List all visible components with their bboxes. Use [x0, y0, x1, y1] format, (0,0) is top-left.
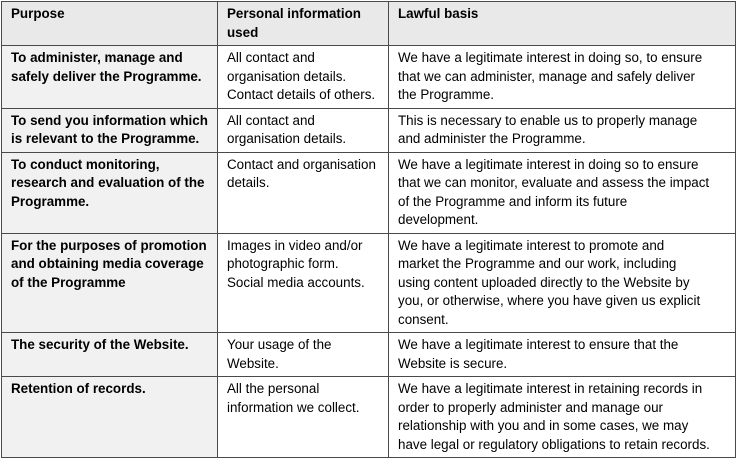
lawful-basis-cell: [389, 108, 736, 152]
header-lawful-basis-text: Lawful basis: [398, 6, 479, 21]
table-row: [2, 152, 736, 233]
basis-line: This is necessary to enable us to properly manage: [398, 112, 698, 128]
purpose-line: research and evaluation of the: [11, 175, 205, 190]
basis-line: of the Programme and inform its future: [398, 193, 628, 209]
info-line: organisation details.: [227, 131, 347, 146]
info-line: All contact and: [227, 112, 315, 128]
purpose-line: safely deliver the Programme.: [11, 68, 202, 84]
basis-line: We have a legitimate interest in doing so to ensure: [398, 156, 699, 172]
purpose-line: is relevant to the Programme.: [11, 131, 200, 146]
basis-line: Website is secure.: [398, 355, 508, 371]
table-row: [2, 377, 736, 458]
purpose-line: The security of the Website.: [11, 337, 189, 352]
purpose-cell: [2, 152, 218, 233]
basis-line: order to properly administer and manage our: [398, 399, 663, 415]
header-purpose: [2, 2, 218, 46]
purpose-cell: [2, 333, 218, 377]
personal-info-cell: [218, 333, 389, 377]
purpose-line: For the purposes of promotion: [11, 237, 207, 253]
basis-line: relationship with you and in some cases, we may: [398, 418, 689, 433]
info-line: information we collect.: [227, 399, 360, 415]
personal-info-cell: [218, 108, 389, 152]
info-line: All contact and: [227, 50, 315, 65]
basis-line: development.: [398, 212, 479, 227]
basis-line: consent.: [398, 311, 449, 327]
basis-line: that we can administer, manage and safely deliver: [398, 68, 695, 84]
purpose-line: To conduct monitoring,: [11, 156, 160, 172]
lawful-basis-cell: [389, 333, 736, 377]
info-line: Contact details of others.: [227, 87, 376, 102]
purpose-line: Programme.: [11, 193, 90, 209]
purpose-cell: [2, 108, 218, 152]
info-line: Images in video and/or: [227, 237, 363, 253]
lawful-basis-cell: [389, 377, 736, 458]
info-line: All the personal: [227, 381, 320, 396]
info-line: Social media accounts.: [227, 274, 365, 290]
lawful-basis-cell: [389, 233, 736, 333]
info-line: Your usage of the: [227, 337, 332, 352]
basis-line: have legal or regulatory obligations to retain records.: [398, 436, 710, 452]
personal-info-cell: [218, 46, 389, 109]
info-line: photographic form.: [227, 256, 339, 271]
basis-line: We have a legitimate interest to promote and: [398, 237, 665, 253]
basis-line: We have a legitimate interest in doing so, to ensure: [398, 50, 703, 65]
header-personal-information-line: Personal information: [227, 6, 361, 21]
purpose-line: and obtaining media coverage: [11, 256, 204, 271]
header-row: [2, 2, 736, 46]
personal-info-cell: [218, 377, 389, 458]
info-line: Website.: [227, 355, 279, 371]
purpose-cell: [2, 377, 218, 458]
purpose-cell: [2, 233, 218, 333]
lawful-basis-cell: [389, 152, 736, 233]
header-personal-information-line: used: [227, 24, 259, 40]
basis-line: that we can monitor, evaluate and assess the impact: [398, 175, 710, 190]
info-line: organisation details.: [227, 68, 347, 84]
basis-line: We have a legitimate interest to ensure that the: [398, 337, 679, 352]
lawful-basis-cell: [389, 46, 736, 109]
purpose-line: Retention of records.: [11, 381, 146, 396]
basis-line: and administer the Programme.: [398, 131, 586, 146]
personal-info-cell: [218, 233, 389, 333]
basis-line: We have a legitimate interest in retaining records in: [398, 381, 703, 396]
basis-line: you, or otherwise, where you have given us explicit: [398, 293, 701, 308]
lawful-basis-table: [1, 1, 736, 458]
info-line: Contact and organisation: [227, 156, 376, 172]
info-line: details.: [227, 175, 270, 190]
basis-line: the Programme.: [398, 87, 495, 102]
table-row: [2, 46, 736, 109]
header-lawful-basis: [389, 2, 736, 46]
personal-info-cell: [218, 152, 389, 233]
header-personal-information: [218, 2, 389, 46]
purpose-line: To send you information which: [11, 112, 208, 128]
purpose-line: To administer, manage and: [11, 50, 183, 65]
purpose-line: of the Programme: [11, 274, 126, 290]
table-row: [2, 108, 736, 152]
basis-line: using content uploaded directly to the Website by: [398, 274, 690, 290]
purpose-cell: [2, 46, 218, 109]
header-purpose-text: Purpose: [11, 6, 65, 21]
table-row: [2, 333, 736, 377]
table-row: [2, 233, 736, 333]
basis-line: market the Programme and our work, including: [398, 256, 677, 271]
